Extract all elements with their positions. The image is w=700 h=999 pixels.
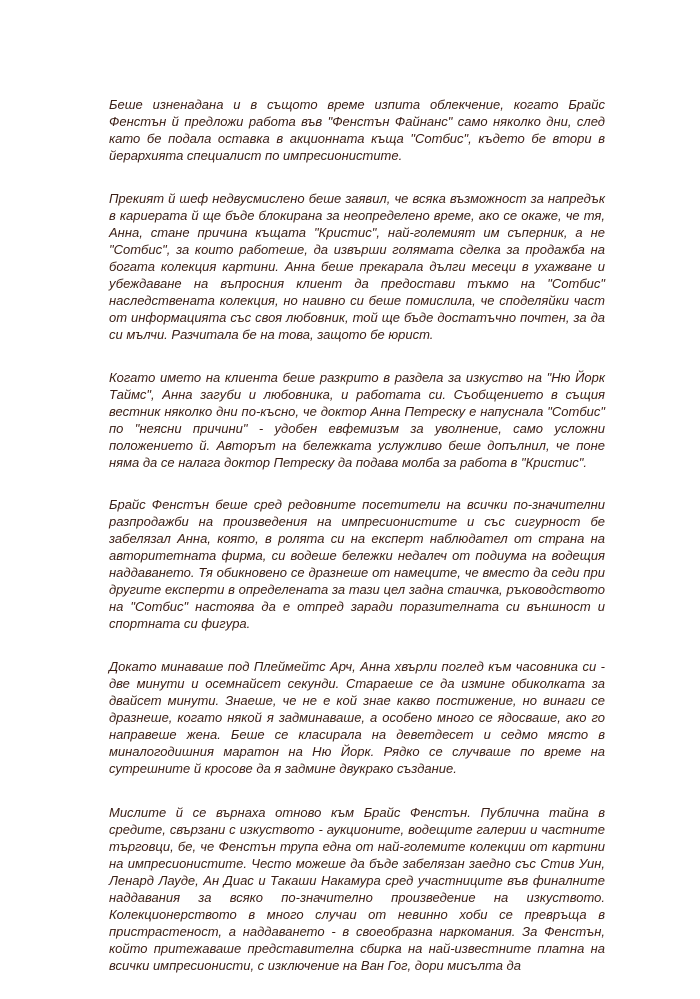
paragraph-4: Брайс Фенстън беше сред редовните посетители на всички по-значителни разпродажби на произведения на импресионистите и със сигурност бе забелязал Анна, която, в ролята си на експерт наблюдател от страна на авторитетната фирма, си водеше бележки недалеч от подиума на водещия наддаването. Тя обикновено се дразнеше от намеците, че вместо да седи при другите експерти в определената за тази цел задна стаичка, ръководството на "Сотбис" настоява да е отпред заради поразителната си външност и спортната си фигура. [109, 497, 605, 631]
paragraph-1: Беше изненадана и в същото време изпита облекчение, когато Брайс Фенстън й предложи работа във "Фенстън Файнанс" само няколко дни, след като бе подала оставка в акционната къща "Сотбис", където бе втори в йерархията специалист по импресионистите. [109, 97, 605, 163]
text-column [109, 96, 605, 999]
paragraph-3: Когато името на клиента беше разкрито в раздела за изкуство на "Ню Йорк Таймс", Анна загуби и любовника, и работата си. Съобщението в същия вестник няколко дни по-късно, че доктор Анна Петреску е напуснала "Сотбис" по "неясни причини" - удобен евфемизъм за уволнение, само усложни положението й. Авторът на бележката услужливо беше допълнил, че поне няма да се налага доктор Петреску да подава молба за работа в "Кристис". [109, 370, 605, 470]
paragraph-6: Мислите й се върнаха отново към Брайс Фенстън. Публична тайна в средите, свързани с изкуството - аукционите, водещите галерии и частните търговци, бе, че Фенстън трупа една от най-големите колекции от картини на импресионистите. Често можеше да бъде забелязан заедно със Стив Уин, Ленард Лауде, Ан Диас и Такаши Накамура сред участниците във финалните наддавания за всяко по-значително произведение на изкуството. Колекционерството в много случаи от невинно хоби се превръща в пристрастеност, а наддаването - в своеобразна наркомания. За Фенстън, който притежаваше представителна сбирка на най-известните платна на всички импресионисти, с изключение на Ван Гог, дори мисълта да [109, 805, 605, 973]
paragraph-2: Прекият й шеф недвусмислено беше заявил, че всяка възможност за напредък в кариерата й ще бъде блокирана за неопределено време, ако се окаже, че тя, Анна, стане причина къщата "Кристис", най-големият им съперник, а не "Сотбис", за които работеше, да извърши голямата сделка за продажба на богата колекция картини. Анна беше прекарала дълги месеци в ухажване и убеждаване на въпросния клиент да предостави тъкмо на "Сотбис" наследствената колекция, но наивно си беше помислила, че споделяйки част от информацията със своя любовник, той ще бъде достатъчно почтен, за да си мълчи. Разчитала бе на това, защото бе юрист. [109, 191, 605, 342]
paragraph-5: Докато минаваше под Плеймейтс Арч, Анна хвърли поглед към часовника си - две минути и осемнайсет секунди. Стараеше се да измине обиколката за двайсет минути. Знаеше, че не е кой знае какво постижение, но винаги се дразнеше, когато някой я задминаваше, а особено много се ядосваше, ако го направеше жена. Беше се класирала на деветдесет и седмо място в миналогодишния маратон на Ню Йорк. Рядко се случваше по време на сутрешните й кросове да я задмине двукрако създание. [109, 659, 605, 776]
